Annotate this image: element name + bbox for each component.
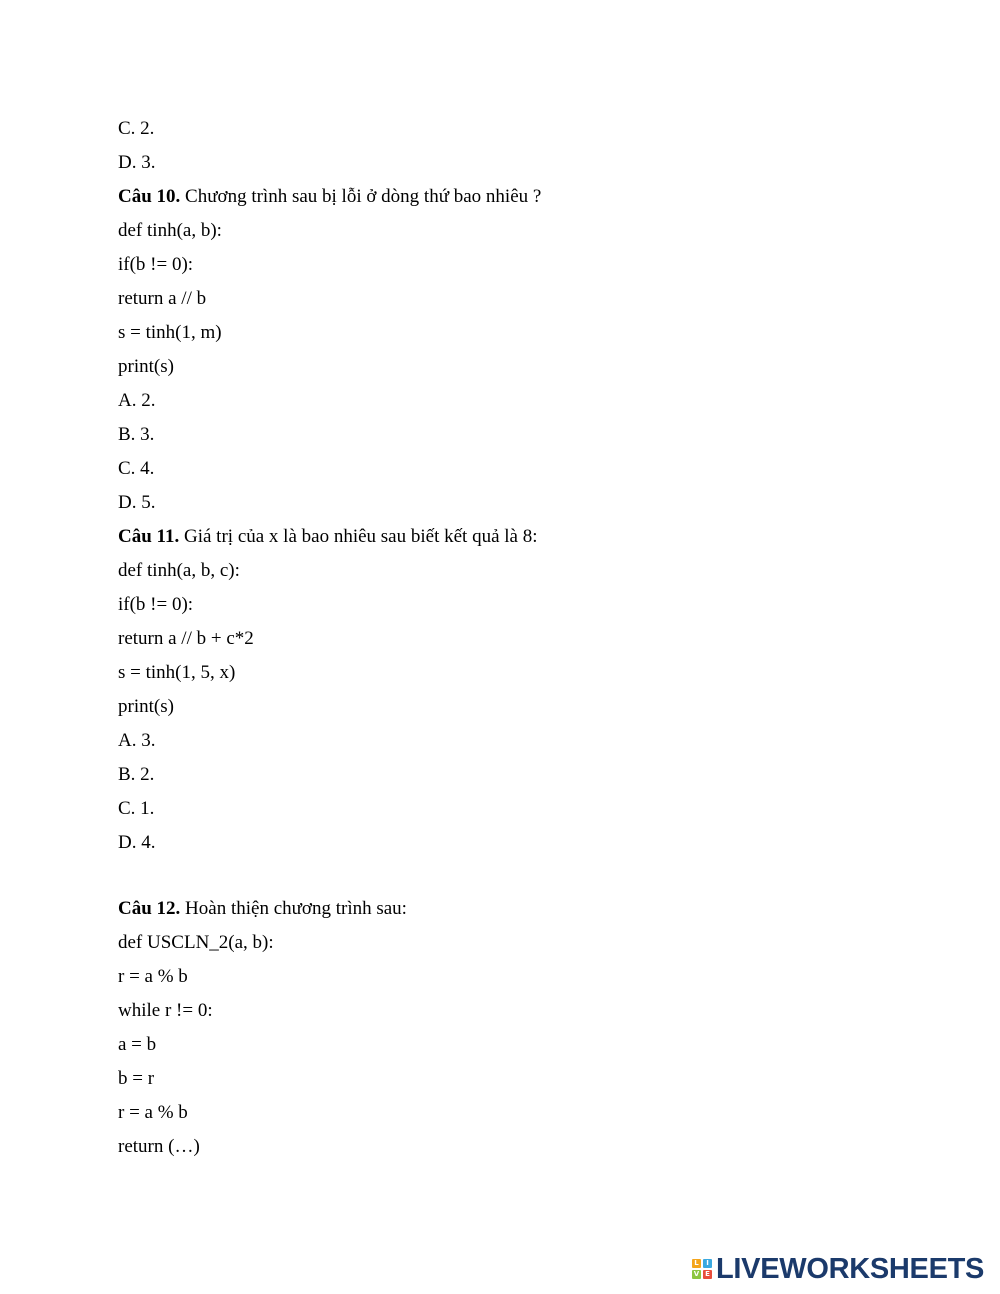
question-heading [118, 186, 541, 208]
code-line: while r != 0: [118, 1000, 213, 1021]
logo-mark-square: I [703, 1259, 712, 1268]
logo-wordmark: LIVEWORKSHEETS [716, 1253, 985, 1285]
code-line: def tinh(a, b, c): [118, 560, 240, 581]
question-number: Câu 11. [118, 526, 180, 547]
code-line: def USCLN_2(a, b): [118, 932, 274, 953]
question-text: Giá trị của x là bao nhiêu sau biết kết quả là 8: [179, 526, 538, 547]
code-line: def tinh(a, b): [118, 220, 222, 241]
code-line: print(s) [118, 356, 174, 377]
code-line: a = b [118, 1034, 157, 1055]
code-line: s = tinh(1, m) [118, 322, 222, 343]
code-line: print(s) [118, 696, 174, 717]
answer-option: A. 3. [118, 730, 156, 751]
code-line: if(b != 0): [118, 594, 194, 615]
answer-option: C. 4. [118, 458, 155, 479]
code-line: b = r [118, 1068, 155, 1089]
liveworksheets-logo [692, 1254, 984, 1284]
question-number: Câu 10. [118, 186, 181, 207]
answer-option: A. 2. [118, 390, 156, 411]
code-line: return a // b [118, 288, 207, 309]
answer-option: B. 2. [118, 764, 155, 785]
answer-option: D. 4. [118, 832, 156, 853]
question-number: Câu 12. [118, 898, 181, 919]
code-line: s = tinh(1, 5, x) [118, 662, 236, 683]
liveworksheets-logo-mark-icon [692, 1259, 712, 1279]
logo-mark-square: E [703, 1270, 712, 1279]
question-text: Chương trình sau bị lỗi ở dòng thứ bao nhiêu ? [180, 186, 542, 207]
question-text: Hoàn thiện chương trình sau: [180, 898, 407, 919]
question-heading [118, 526, 538, 548]
answer-option: C. 2. [118, 118, 155, 139]
answer-option: D. 5. [118, 492, 156, 513]
logo-mark-square: L [692, 1259, 701, 1268]
code-line: return a // b + c*2 [118, 628, 254, 649]
answer-option: B. 3. [118, 424, 155, 445]
answer-option: C. 1. [118, 798, 155, 819]
question-heading [118, 898, 407, 920]
code-line: return (…) [118, 1136, 200, 1157]
logo-mark-square: V [693, 1270, 700, 1278]
code-line: if(b != 0): [118, 254, 194, 275]
code-line: r = a % b [118, 1102, 188, 1123]
code-line: r = a % b [118, 966, 188, 987]
answer-option: D. 3. [118, 152, 156, 173]
